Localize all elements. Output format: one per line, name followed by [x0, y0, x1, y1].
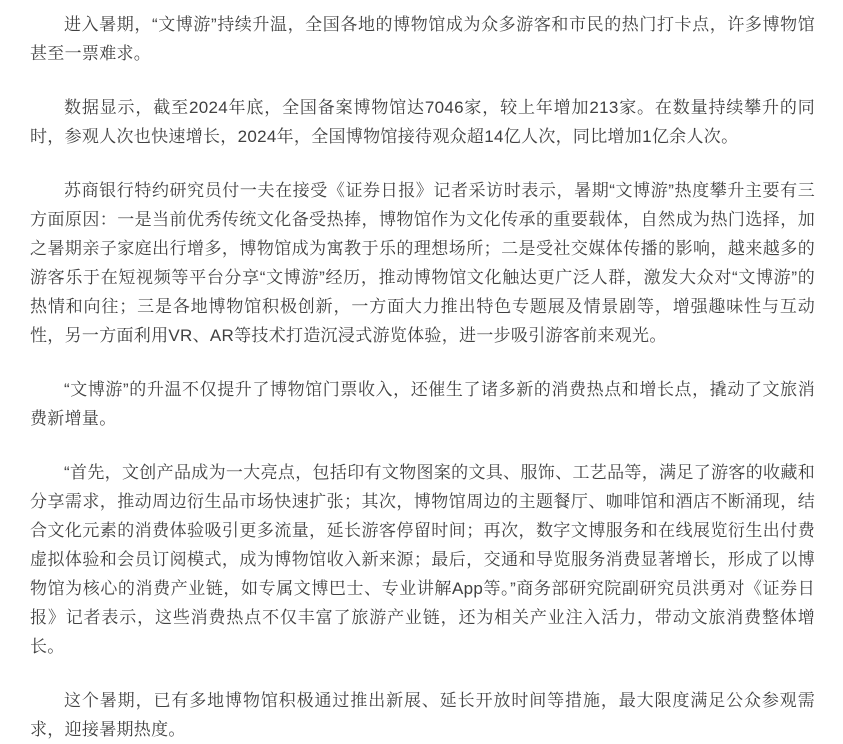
article-paragraph: 苏商银行特约研究员付一夫在接受《证券日报》记者采访时表示，暑期“文博游”热度攀升主要有三方面原因：一是当前优秀传统文化备受热捧，博物馆作为文化传承的重要载体，自然成为热门选择，加之暑期亲子家庭出行增多，博物馆成为寓教于乐的理想场所；二是受社交媒体传播的影响，越来越多的游客乐于在短视频等平台分享“文博游”经历，推动博物馆文化触达更广泛人群，激发大众对“文博游”的热情和向往；三是各地博物馆积极创新，一方面大力推出特色专题展及情景剧等，增强趣味性与互动性，另一方面利用VR、AR等技术打造沉浸式游览体验，进一步吸引游客前来观光。 [30, 181, 815, 345]
article-paragraph: 进入暑期，“文博游”持续升温，全国各地的博物馆成为众多游客和市民的热门打卡点，许多博物馆甚至一票难求。 [30, 15, 815, 63]
article-paragraph: 这个暑期，已有多地博物馆积极通过推出新展、延长开放时间等措施，最大限度满足公众参观需求，迎接暑期热度。 [30, 691, 815, 739]
article-paragraph: “首先，文创产品成为一大亮点，包括印有文物图案的文具、服饰、工艺品等，满足了游客的收藏和分享需求，推动周边衍生品市场快速扩张；其次，博物馆周边的主题餐厅、咖啡馆和酒店不断涌现，结合文化元素的消费体验吸引更多流量，延长游客停留时间；再次，数字文博服务和在线展览衍生出付费虚拟体验和会员订阅模式，成为博物馆收入新来源；最后，交通和导览服务消费显著增长，形成了以博物馆为核心的消费产业链，如专属文博巴士、专业讲解App等。”商务部研究院副研究员洪勇对《证券日报》记者表示，这些消费热点不仅丰富了旅游产业链，还为相关产业注入活力，带动文旅消费整体增长。 [30, 463, 815, 656]
article-paragraph: “文博游”的升温不仅提升了博物馆门票收入，还催生了诸多新的消费热点和增长点，撬动了文旅消费新增量。 [30, 380, 815, 428]
article-paragraph: 数据显示，截至2024年底，全国备案博物馆达7046家，较上年增加213家。在数量持续攀升的同时，参观人次也快速增长，2024年，全国博物馆接待观众超14亿人次，同比增加1亿余人次。 [30, 98, 815, 146]
